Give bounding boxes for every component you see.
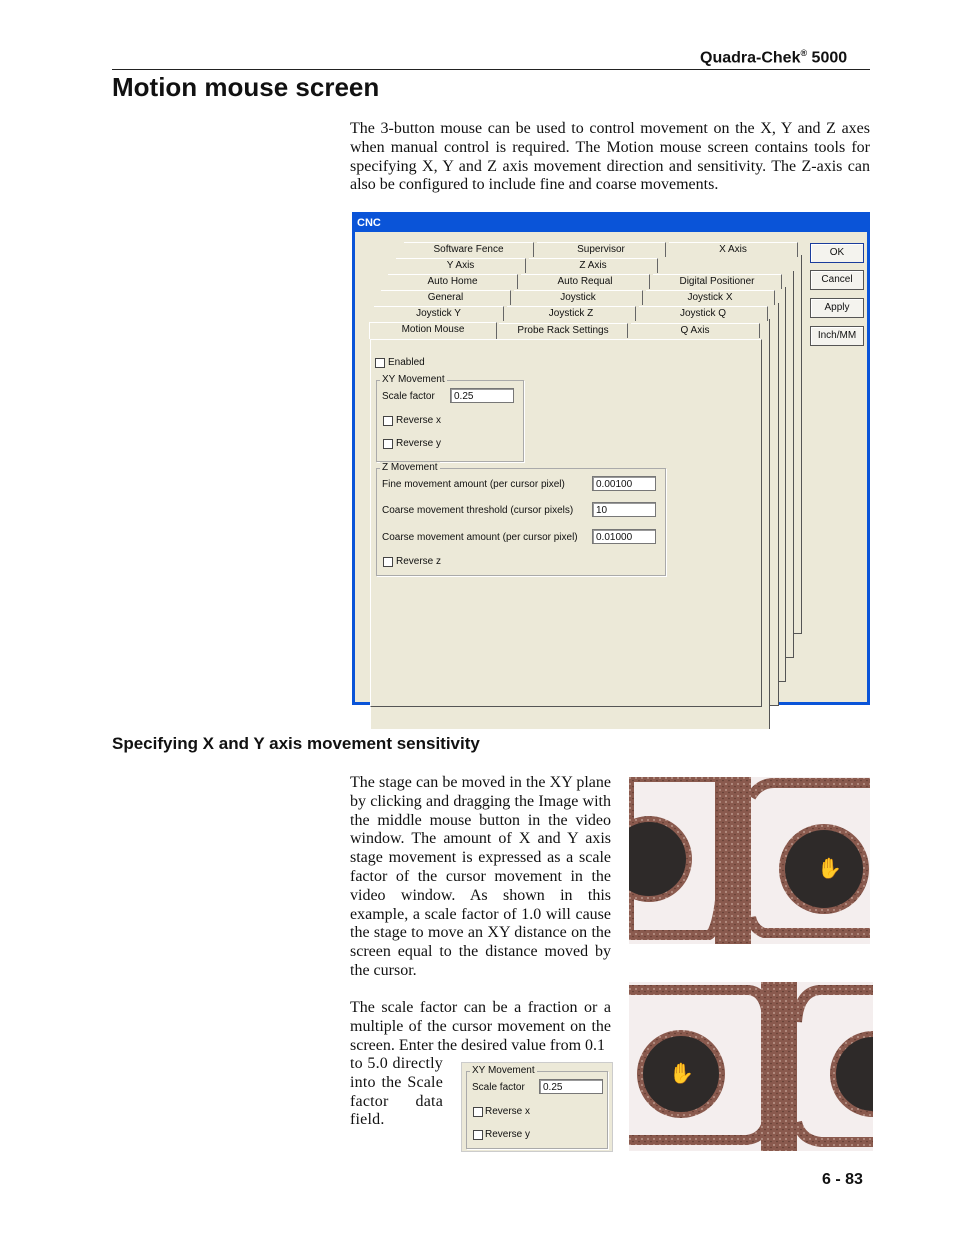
tab-joystick-x[interactable]: Joystick X [646,290,775,305]
tab-x-axis[interactable]: X Axis [669,242,798,257]
xy-movement-mini-panel [461,1062,613,1152]
hand-cursor-icon-2: ✋ [669,1061,694,1085]
paragraph-3b: to 5.0 directly into the Scale factor data field. [350,1055,443,1129]
tab-z-axis[interactable]: Z Axis [529,258,658,273]
mini-scale-label: Scale factor [472,1082,525,1093]
tab-auto-requal[interactable]: Auto Requal [521,274,650,289]
inch-mm-button[interactable]: Inch/MM [810,326,864,346]
tab-auto-home[interactable]: Auto Home [388,274,518,289]
running-header: Quadra-Chek® 5000 [700,48,848,67]
reverse-x-label: Reverse x [396,415,442,426]
dialog-title: CNC [357,217,381,229]
enabled-label: Enabled [388,357,425,368]
mini-xy-title: XY Movement [472,1065,535,1076]
coarse-movement-input[interactable]: 0.01000 [592,529,656,544]
tab-joystick[interactable]: Joystick [514,290,643,305]
fine-movement-label: Fine movement amount (per cursor pixel) [382,479,565,490]
reverse-y-label: Reverse y [396,438,442,449]
reverse-y-checkbox[interactable] [383,439,393,449]
section-heading: Specifying X and Y axis movement sensitivity [112,734,480,753]
enabled-checkbox[interactable] [375,358,385,368]
tab-motion-mouse[interactable]: Motion Mouse [369,322,497,339]
mini-reverse-y-label: Reverse y [485,1129,531,1140]
tab-software-fence[interactable]: Software Fence [404,242,534,257]
page-title: Motion mouse screen [112,72,380,102]
paragraph-3a: The scale factor can be a fraction or a multiple of the cursor movement on the screen. Enter the desired value from 0.1 [350,999,611,1054]
video-window-image-1 [629,777,870,944]
coarse-threshold-label: Coarse movement threshold (cursor pixels) [382,505,574,516]
xy-group-title: XY Movement [382,374,445,385]
mini-reverse-y-checkbox[interactable] [473,1130,483,1140]
dialog-client-area [355,232,867,702]
tab-joystick-y[interactable]: Joystick Y [374,306,504,321]
hand-cursor-icon: ✋ [817,856,842,880]
motion-mouse-panel [370,339,762,707]
tab-digital-positioner[interactable]: Digital Positioner [653,274,782,289]
z-group-title: Z Movement [382,462,438,473]
tab-probe-rack-settings[interactable]: Probe Rack Settings [499,323,628,338]
coarse-threshold-input[interactable]: 10 [592,502,656,517]
intro-paragraph: The 3-button mouse can be used to control movement on the X, Y and Z axes when manual control is required. The Motion mouse screen contains tools for specifying X, Y and Z axis movement direction and sensitivity. The Z-axis can also be configured to include fine and coarse movements. [350,120,870,194]
tab-y-axis[interactable]: Y Axis [396,258,526,273]
tab-joystick-z[interactable]: Joystick Z [507,306,636,321]
via-hole-left [629,819,689,899]
reverse-z-label: Reverse z [396,556,442,567]
header-rule [112,69,870,70]
scale-factor-input[interactable]: 0.25 [450,388,514,403]
mini-scale-input[interactable]: 0.25 [539,1079,603,1094]
tab-q-axis[interactable]: Q Axis [631,323,760,338]
fine-movement-input[interactable]: 0.00100 [592,476,656,491]
tab-general[interactable]: General [381,290,511,305]
tab-joystick-q[interactable]: Joystick Q [639,306,768,321]
cnc-dialog [352,212,870,705]
cancel-button[interactable]: Cancel [810,270,864,290]
reverse-z-checkbox[interactable] [383,557,393,567]
video-window-image-2 [629,982,873,1151]
mini-reverse-x-label: Reverse x [485,1106,531,1117]
tab-supervisor[interactable]: Supervisor [537,242,666,257]
ok-button[interactable]: OK [810,243,864,263]
apply-button[interactable]: Apply [810,298,864,318]
coarse-movement-label: Coarse movement amount (per cursor pixel) [382,532,578,543]
reverse-x-checkbox[interactable] [383,416,393,426]
paragraph-2: The stage can be moved in the XY plane by clicking and dragging the Image with the middle mouse button in the video window. The amount of X and Y axis stage movement is expressed as a scale factor of the cursor movement in the video window. As shown in this example, a scale factor of 1.0 will cause the stage to move an XY distance on the screen equal to the distance moved by the cursor. [350,774,611,979]
mini-reverse-x-checkbox[interactable] [473,1107,483,1117]
scale-factor-label: Scale factor [382,391,435,402]
page-number: 6 - 83 [822,1171,863,1188]
